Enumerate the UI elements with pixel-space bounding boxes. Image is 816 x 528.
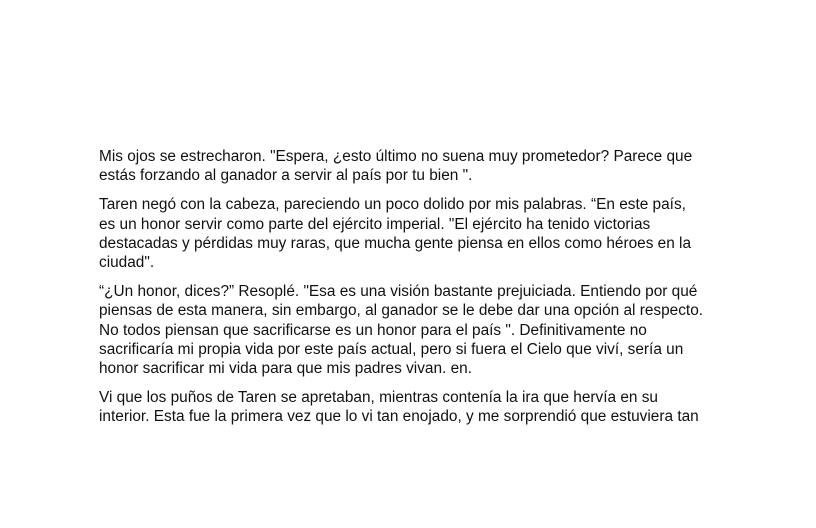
- story-text: [99, 147, 759, 437]
- text-line: sacrificaría mi propia vida por este país actual, pero si fuera el Cielo que viví, sería un: [99, 340, 684, 358]
- text-line: Taren negó con la cabeza, pareciendo un poco dolido por mis palabras. “En este país,: [99, 196, 686, 214]
- text-line: ciudad".: [99, 254, 155, 272]
- text-line: Mis ojos se estrecharon. "Espera, ¿esto último no suena muy prometedor? Parece que: [99, 148, 693, 165]
- paragraph-2: [99, 195, 759, 272]
- text-line: piensas de esta manera, sin embargo, al ganador se le debe dar una opción al respecto.: [99, 302, 704, 320]
- text-line: Vi que los puños de Taren se apretaban, mientras contenía la ira que hervía en su: [99, 389, 658, 407]
- paragraph-3: [99, 282, 759, 378]
- text-line: destacadas y pérdidas muy raras, que mucha gente piensa en ellos como héroes en la: [99, 234, 692, 252]
- text-line: No todos piensan que sacrificarse es un honor para el país ". Definitivamente no: [99, 321, 647, 339]
- text-line: es un honor servir como parte del ejército imperial. "El ejército ha tenido victorias: [99, 215, 651, 233]
- paragraph-4: [99, 388, 759, 426]
- text-line: estás forzando al ganador a servir al país por tu bien ".: [99, 167, 473, 185]
- text-line: interior. Esta fue la primera vez que lo vi tan enojado, y me sorprendió que estuviera tan: [99, 408, 699, 426]
- text-line: “¿Un honor, dices?” Resoplé. "Esa es una visión bastante prejuiciada. Entiendo por qué: [99, 283, 698, 301]
- paragraph-1: [99, 147, 759, 185]
- text-line: honor sacrificar mi vida para que mis padres vivan. en.: [99, 360, 472, 378]
